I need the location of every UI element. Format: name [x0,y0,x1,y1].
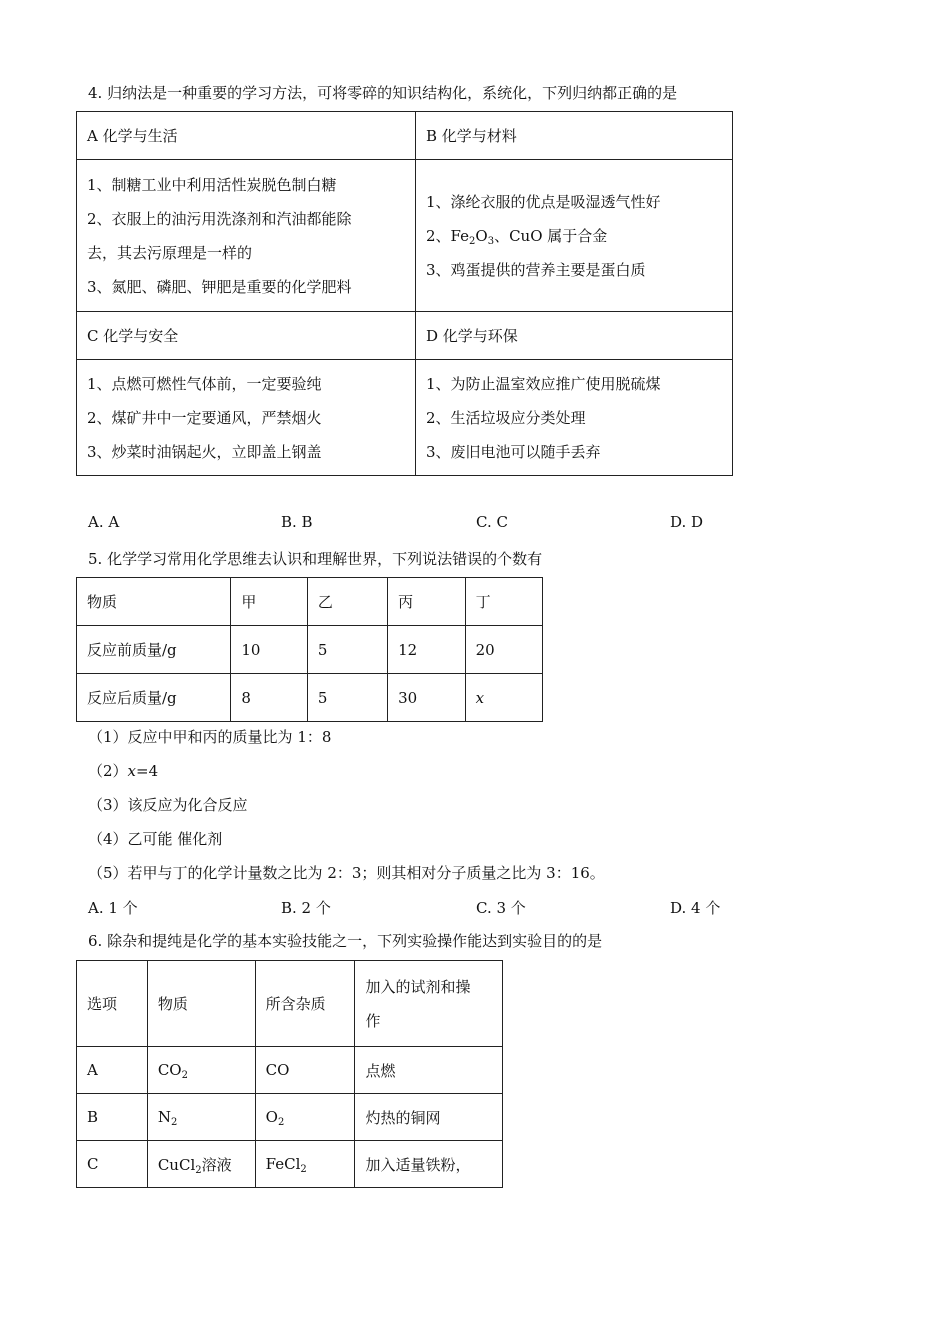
q5-option-d[interactable]: D. 4 个 [670,899,721,917]
q6-cell [147,1047,255,1094]
q6-cell: B [77,1094,148,1141]
q5-cell: 20 [465,626,542,674]
q6-header: 物质 [147,961,255,1047]
q4-c-item: 3、炒菜时油锅起火，立即盖上钢盖 [87,442,322,461]
q4-d-item: 2、生活垃圾应分类处理 [426,408,586,427]
q5-header: 乙 [307,578,387,626]
q5-statement-2 [88,760,158,781]
q5-cell: 5 [307,626,387,674]
q6-formula: 溶液 [201,1155,232,1174]
q6-cell: 点燃 [355,1047,503,1094]
q5-cell: 5 [307,674,387,722]
q6-sub: 2 [195,1164,202,1176]
q6-sub: 2 [300,1164,307,1175]
q6-formula: O [265,1108,278,1126]
q4-stem: 4. 归纳法是一种重要的学习方法，可将零碎的知识结构化，系统化，下列归纳都正确的是 [88,84,678,102]
q6-cell [147,1141,255,1188]
q4-cell-a-body [77,160,416,312]
q6-cell [255,1094,355,1141]
q4-option-a[interactable]: A. A [88,513,120,531]
q4-cell-b-body [416,160,733,312]
q4-a-item: 2、衣服上的油污用洗涤剂和汽油都能除 [87,209,352,228]
q4-c-item: 2、煤矿井中一定要通风，严禁烟火 [87,408,322,427]
q5-cell: 反应前质量/g [77,626,231,674]
q5-statement-1: （1）反应中甲和丙的质量比为 1：8 [88,728,332,746]
q6-formula: CO [157,1061,182,1079]
q5-table [76,577,543,722]
q4-b-sub: 2 [469,235,476,247]
q4-option-b[interactable]: B. B [281,513,313,531]
q6-table [76,960,503,1188]
q5-header: 丙 [388,578,465,626]
q6-sub: 2 [277,1117,285,1128]
q6-header [355,961,503,1047]
q5-header: 甲 [231,578,307,626]
q4-c-item: 1、点燃可燃性气体前，一定要验纯 [87,374,322,393]
q6-formula: CuCl [157,1155,196,1174]
q6-cell [147,1094,255,1141]
q6-formula: N [157,1108,171,1126]
q4-option-c[interactable]: C. C [476,513,508,531]
q5-statement-4: （4）乙可能 催化剂 [88,830,223,848]
q6-sub: 2 [170,1117,178,1128]
q6-header-line: 作 [365,1011,381,1030]
q6-cell: A [77,1047,148,1094]
q5-cell: 30 [388,674,465,722]
q4-cell-d-body [416,360,733,476]
q4-b-text: 2、Fe [426,226,470,245]
q6-cell: CO [255,1047,355,1094]
q4-option-d[interactable]: D. D [670,513,704,531]
q4-a-item: 1、制糖工业中利用活性炭脱色制白糖 [87,175,337,194]
q4-b-sub: 3 [487,235,495,247]
q4-table [76,111,733,476]
q6-formula: FeCl [265,1155,301,1173]
q5-cell: 反应后质量/g [77,674,231,722]
q4-b-text: 、CuO 属于合金 [494,226,608,245]
q5-options [88,897,728,919]
q6-header: 选项 [77,961,148,1047]
q5-stem: 5. 化学学习常用化学思维去认识和理解世界，下列说法错误的个数有 [88,550,543,568]
q6-header: 所含杂质 [255,961,355,1047]
q4-cell-d-head: D 化学与环保 [416,312,733,360]
q5-cell: 8 [231,674,307,722]
q4-b-item: 3、鸡蛋提供的营养主要是蛋白质 [426,260,646,279]
q5-header: 物质 [77,578,231,626]
q5-option-b[interactable]: B. 2 个 [281,899,331,917]
q4-options [88,513,728,535]
q6-cell: C [77,1141,148,1188]
q5-statement-3: （3）该反应为化合反应 [88,796,248,814]
q6-sub: 2 [181,1070,188,1081]
q4-d-item: 1、为防止温室效应推广使用脱硫煤 [426,374,661,393]
q5-cell: x [465,674,542,722]
q5-option-c[interactable]: C. 3 个 [476,899,526,917]
q4-cell-b-head: B 化学与材料 [416,112,733,160]
q4-d-item: 3、废旧电池可以随手丢弃 [426,442,601,461]
q6-cell: 灼热的铜网 [355,1094,503,1141]
q5-header: 丁 [465,578,542,626]
q5-option-a[interactable]: A. 1 个 [88,899,138,917]
q4-cell-a-head: A 化学与生活 [77,112,416,160]
q4-cell-c-body [77,360,416,476]
q5-statement-5: （5）若甲与丁的化学计量数之比为 2：3；则其相对分子质量之比为 3：16。 [88,864,605,882]
q6-stem: 6. 除杂和提纯是化学的基本实验技能之一，下列实验操作能达到实验目的的是 [88,932,603,950]
q4-b-item [426,219,722,253]
q4-b-item: 1、涤纶衣服的优点是吸湿透气性好 [426,192,661,211]
q6-cell: 加入适量铁粉， [355,1141,503,1188]
q5-s2-var: x [127,762,137,780]
q4-a-item: 去，其去污原理是一样的 [87,243,253,262]
q5-s2-text: =4 [136,762,159,780]
q5-cell: 10 [231,626,307,674]
q4-b-text: O [475,226,488,245]
q6-header-line: 加入的试剂和操 [365,977,471,996]
q4-cell-c-head: C 化学与安全 [77,312,416,360]
q5-s2-text: （2） [88,762,128,780]
q5-cell: 12 [388,626,465,674]
q6-cell [255,1141,355,1188]
q4-a-item: 3、氮肥、磷肥、钾肥是重要的化学肥料 [87,277,352,296]
